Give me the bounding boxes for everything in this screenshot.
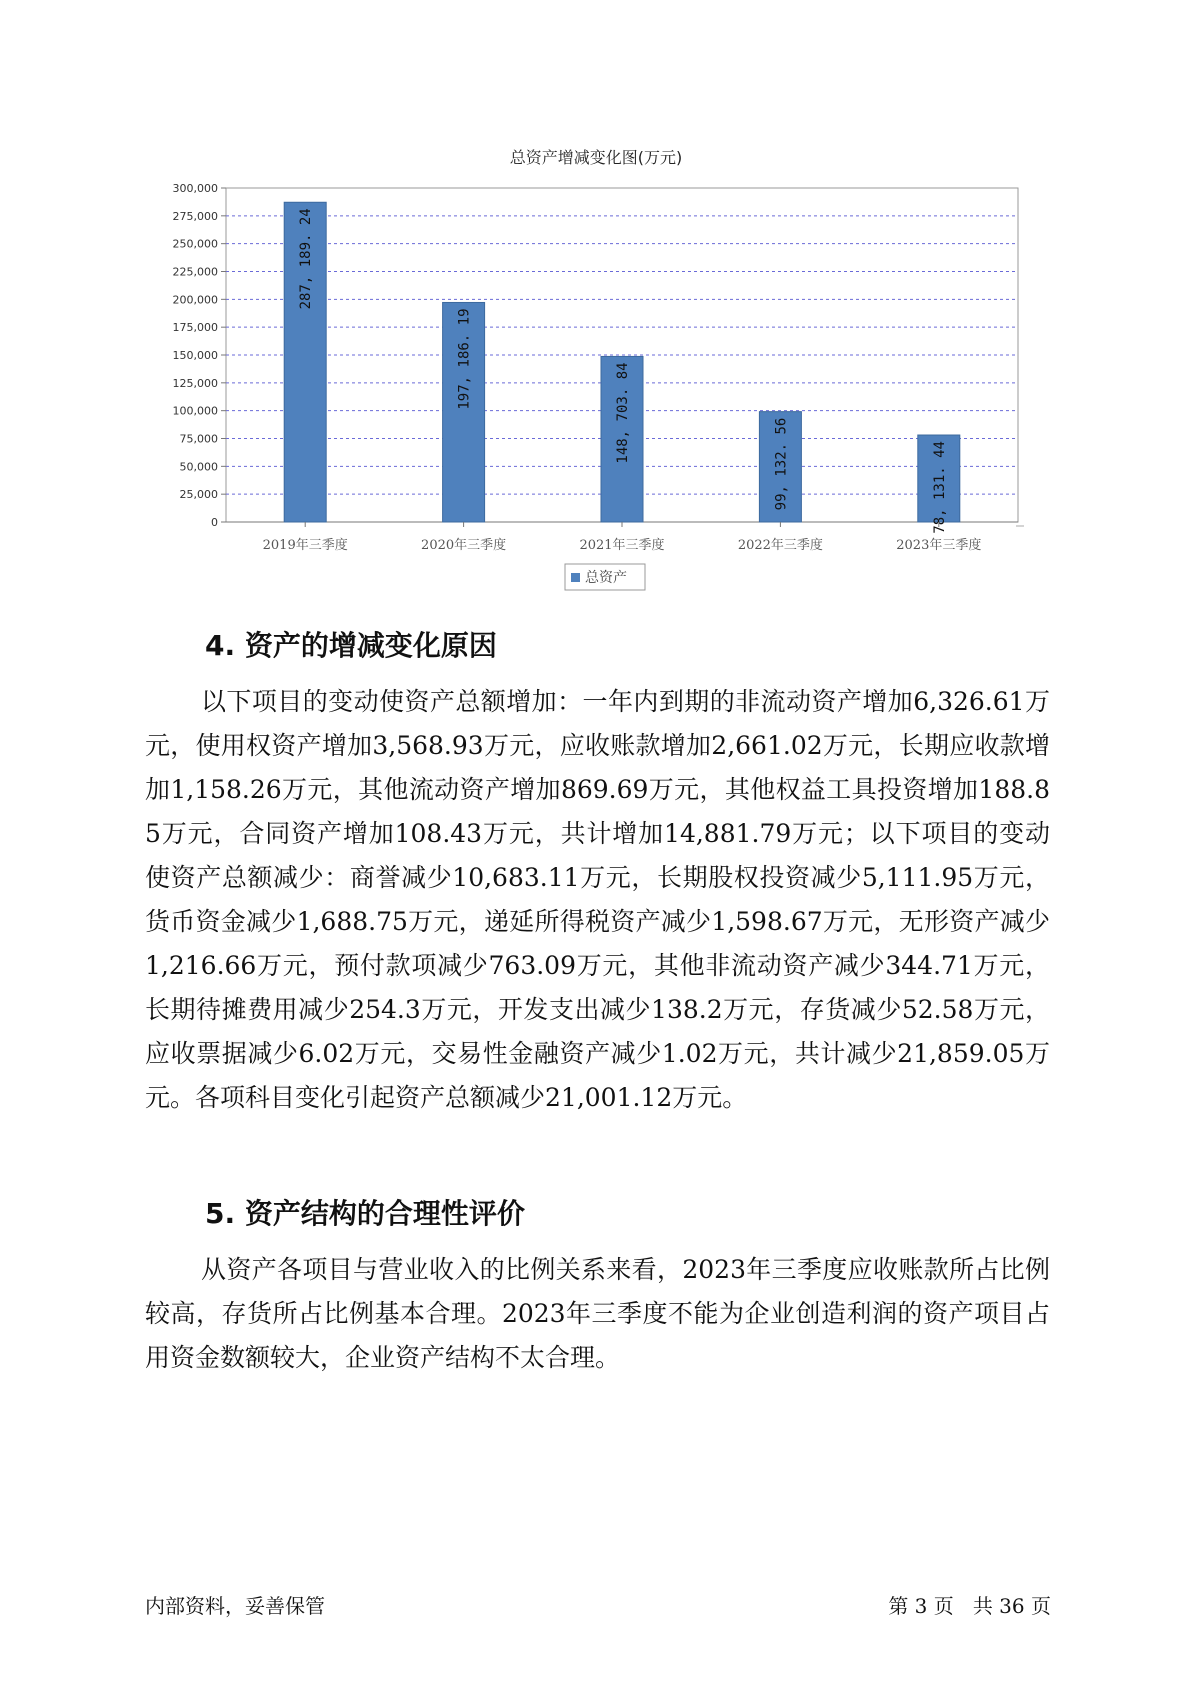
section-paragraph-4: 以下项目的变动使资产总额增加：一年内到期的非流动资产增加6,326.61万元，使用权资产增加3,568.93万元，应收账款增加2,661.02万元，长期应收款增加1,158.26万元，其他流动资产增加869.69万元，其他权益工具投资增加188.85万元，合同资产增加108.43万元，共计增加14,881.79万元；以下项目的变动使资产总额减少：商誉减少10,683.11万元，长期股权投资减少5,111.95万元，货币资金减少1,688.75万元，递延所得税资产减少1,598.67万元，无形资产减少1,216.66万元，预付款项减少763.09万元，其他非流动资产减少344.71万元，长期待摊费用减少254.3万元，开发支出减少138.2万元，存货减少52.58万元，应收票据减少6.02万元，交易性金融资产减少1.02万元，共计减少21,859.05万元。各项科目变化引起资产总额减少21,001.12万元。: [145, 687, 1050, 1112]
bar-value-label: 197, 186. 19: [456, 308, 473, 410]
y-tick-label: 75,000: [179, 432, 218, 446]
y-tick-label: 50,000: [179, 460, 218, 474]
y-tick-label: 175,000: [172, 321, 218, 335]
legend-label: 总资产: [585, 570, 627, 586]
bar-value-label: 99, 132. 56: [773, 417, 790, 511]
x-category-label: 2020年三季度: [421, 538, 507, 553]
y-tick-label: 150,000: [172, 349, 218, 362]
y-tick-label: 0: [211, 516, 218, 529]
footer-confidential-note: 内部资料，妥善保管: [145, 1594, 325, 1618]
bar-value-label: 78, 131. 44: [931, 441, 948, 534]
x-category-label: 2019年三季度: [262, 538, 348, 553]
asset-bar-chart: [0, 0, 1191, 600]
bar-value-label: 148, 703. 84: [615, 362, 631, 464]
y-tick-label: 275,000: [172, 209, 218, 223]
y-tick-label: 100,000: [172, 404, 218, 418]
chart-title: 总资产增减变化图(万元): [509, 148, 683, 167]
y-tick-label: 225,000: [172, 265, 218, 279]
section-heading-4: 4. 资产的增减变化原因: [205, 629, 497, 662]
section-heading-5: 5. 资产结构的合理性评价: [205, 1197, 525, 1230]
y-tick-label: 125,000: [172, 376, 218, 390]
bar-value-label: 287, 189. 24: [298, 208, 315, 310]
x-category-label: 2021年三季度: [579, 538, 665, 553]
chart-canvas: [0, 0, 1191, 600]
x-category-label: 2023年三季度: [896, 538, 982, 553]
legend-swatch: [571, 573, 580, 582]
footer-page-number: 第 3 页 共 36 页: [888, 1594, 1051, 1618]
section-paragraph-5: 从资产各项目与营业收入的比例关系来看，2023年三季度应收账款所占比例较高，存货所占比例基本合理。2023年三季度不能为企业创造利润的资产项目占用资金数额较大，企业资产结构不太合理。: [145, 1255, 1050, 1372]
y-tick-label: 25,000: [179, 488, 218, 502]
x-category-label: 2022年三季度: [737, 538, 823, 553]
y-tick-label: 200,000: [172, 293, 218, 307]
y-tick-label: 300,000: [172, 182, 218, 195]
y-tick-label: 250,000: [172, 237, 218, 251]
